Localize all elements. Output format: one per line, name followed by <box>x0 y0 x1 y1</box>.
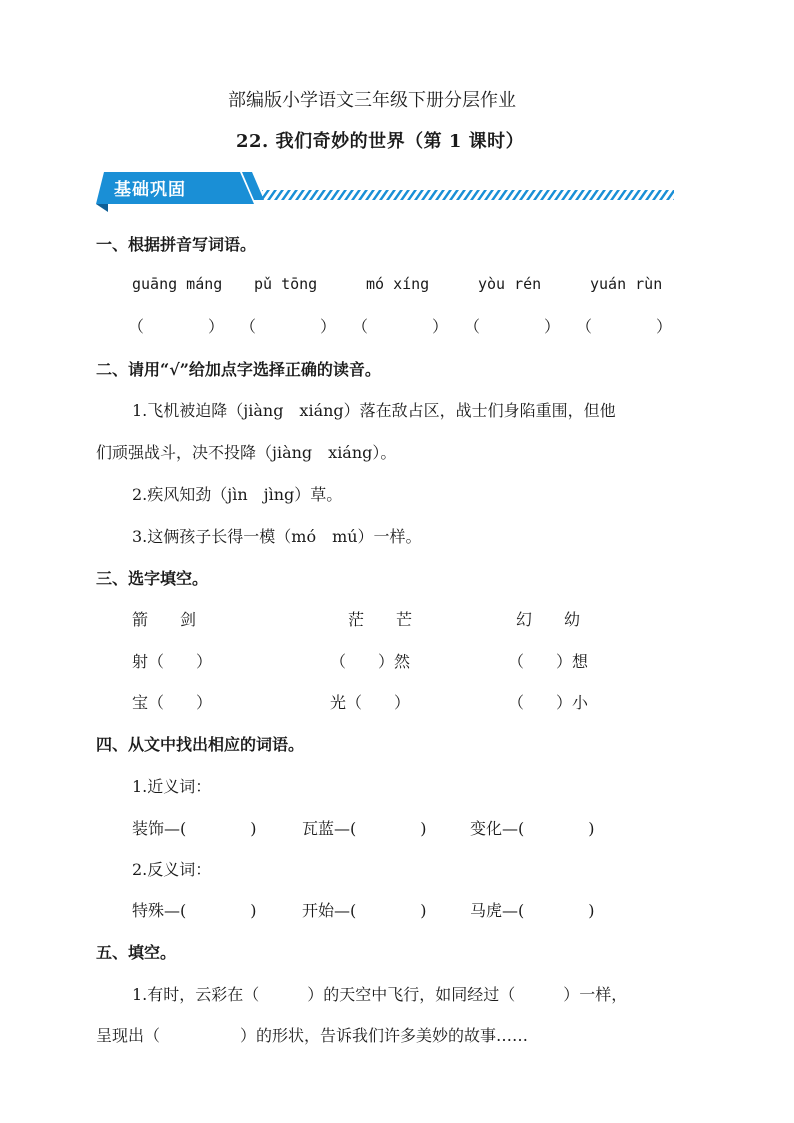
question-2-1-line-2: 们顽强战斗，决不投降（jiàng xiáng）。 <box>96 443 397 462</box>
antonym-3[interactable]: 马虎—( ) <box>470 901 595 920</box>
fill-1-1[interactable]: 射（ ） <box>132 652 213 671</box>
section-3-heading: 三、选字填空。 <box>96 569 209 588</box>
char-group-3: 幻 幼 <box>516 610 581 629</box>
banner-label: 基础巩固 <box>114 180 186 200</box>
question-5-1-line-2: 呈现出（ ）的形状，告诉我们许多美妙的故事…… <box>96 1026 529 1045</box>
antonym-label: 2.反义词： <box>132 860 212 879</box>
section-1-heading: 一、根据拼音写词语。 <box>96 235 257 254</box>
question-2-2: 2.疾风知劲（jìn jìng）草。 <box>132 485 343 504</box>
fill-1-2[interactable]: 宝（ ） <box>132 693 213 712</box>
answer-blank-4[interactable]: （ ） <box>464 317 561 336</box>
synonym-3[interactable]: 变化—( ) <box>470 819 595 838</box>
banner-stripe-rule <box>262 190 674 200</box>
pinyin-4: yòu rén <box>478 275 542 293</box>
pinyin-1: guāng máng <box>132 275 223 293</box>
char-group-2: 茫 芒 <box>348 610 413 629</box>
question-2-1-line-1: 1.飞机被迫降（jiàng xiáng）落在敌占区，战士们身陷重围，但他 <box>132 401 616 420</box>
answer-blank-5[interactable]: （ ） <box>576 317 673 336</box>
fill-3-2[interactable]: （ ）小 <box>508 693 589 712</box>
antonym-2[interactable]: 开始—( ) <box>302 901 427 920</box>
fill-2-2[interactable]: 光（ ） <box>330 693 411 712</box>
synonym-1[interactable]: 装饰—( ) <box>132 819 257 838</box>
section-5-heading: 五、填空。 <box>96 943 177 962</box>
char-group-1: 箭 剑 <box>132 610 197 629</box>
pinyin-3: mó xíng <box>366 275 430 293</box>
antonym-1[interactable]: 特殊—( ) <box>132 901 257 920</box>
document-title: 部编版小学语文三年级下册分层作业 <box>228 90 516 111</box>
section-4-heading: 四、从文中找出相应的词语。 <box>96 735 305 754</box>
lesson-subtitle: 22. 我们奇妙的世界（第 1 课时） <box>236 131 525 152</box>
question-5-1-line-1: 1.有时，云彩在（ ）的天空中飞行，如同经过（ ）一样， <box>132 985 628 1004</box>
question-2-3: 3.这俩孩子长得一模（mó mú）一样。 <box>132 527 422 546</box>
answer-blank-2[interactable]: （ ） <box>240 317 337 336</box>
fill-3-1[interactable]: （ ）想 <box>508 652 589 671</box>
banner-tail <box>96 204 108 212</box>
answer-blank-3[interactable]: （ ） <box>352 317 449 336</box>
answer-blank-1[interactable]: （ ） <box>128 317 225 336</box>
synonym-label: 1.近义词： <box>132 777 212 796</box>
fill-2-1[interactable]: （ ）然 <box>330 652 411 671</box>
pinyin-5: yuán rùn <box>590 275 663 293</box>
section-2-heading: 二、请用“√”给加点字选择正确的读音。 <box>96 360 381 379</box>
synonym-2[interactable]: 瓦蓝—( ) <box>302 819 427 838</box>
pinyin-2: pǔ tōng <box>254 275 318 293</box>
